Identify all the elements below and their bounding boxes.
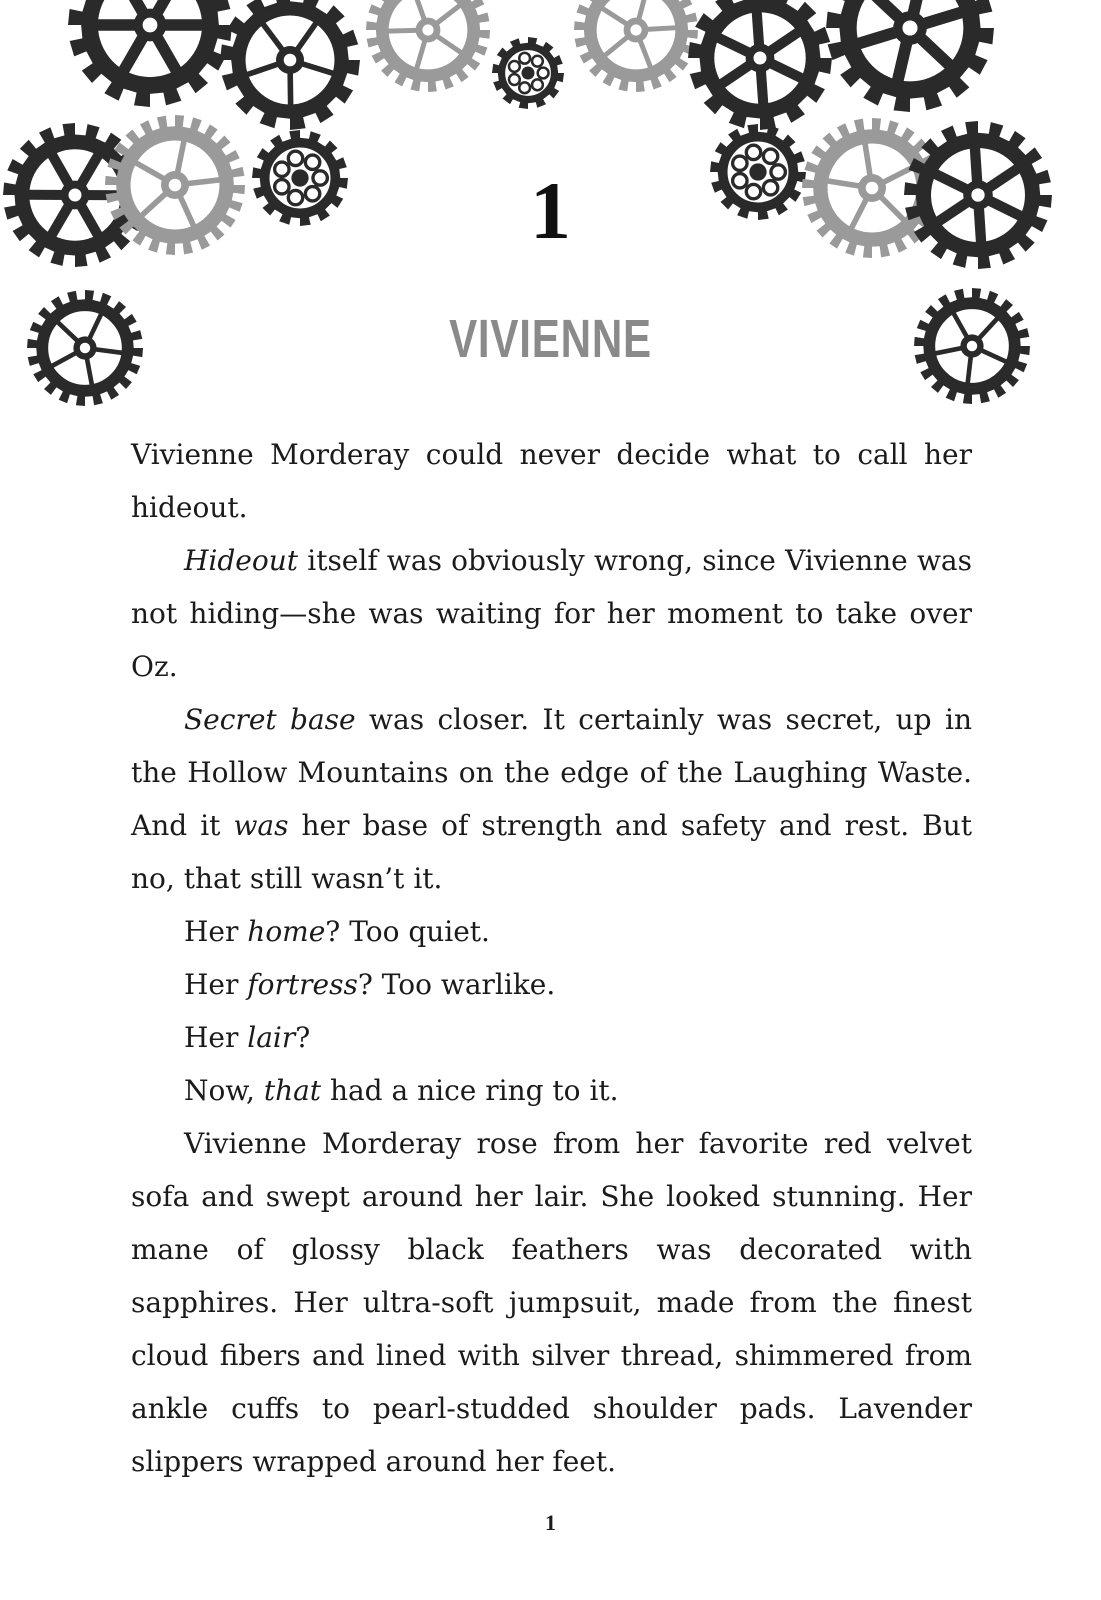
paragraph: Her home? Too quiet. <box>184 915 490 948</box>
paragraph: Secret base was closer. It certainly was secret, up in the Hollow Mountains on the edge of the Laughing Waste. And it was her base of strength and safety and rest. But no, that still wasn’t it. <box>131 703 972 895</box>
paragraph: Her fortress? Too warlike. <box>184 968 556 1001</box>
paragraph: Vivienne Morderay rose from her favorite red velvet sofa and swept around her lair. She looked stunning. Her mane of glossy black feathers was decorated with sapphires. Her ultra-soft jumpsuit, made from the finest cloud fibers and lined with silver thread, shimmered from ankle cuffs to pearl-studded shoulder pads. Lavender slippers wrapped around her feet. <box>131 1127 972 1478</box>
page-number: 1 <box>545 1510 556 1535</box>
gear-icon <box>826 0 994 112</box>
gear-icon <box>492 37 564 109</box>
paragraph: Hideout itself was obviously wrong, since Vivienne was not hiding—she was waiting for her moment to take over Oz. <box>131 544 972 683</box>
chapter-body <box>131 428 972 1488</box>
paragraph: Her lair? <box>184 1021 311 1054</box>
chapter-number: 1 <box>530 165 571 256</box>
gear-icon <box>574 0 698 92</box>
gear-icon <box>68 0 232 107</box>
gear-icon <box>688 0 832 130</box>
gear-icon <box>220 0 360 130</box>
gear-icon <box>366 0 490 92</box>
paragraph: Now, that had a nice ring to it. <box>184 1074 619 1107</box>
paragraph: Vivienne Morderay could never decide what to call her hideout. <box>131 438 972 524</box>
chapter-title: VIVIENNE <box>449 309 652 369</box>
